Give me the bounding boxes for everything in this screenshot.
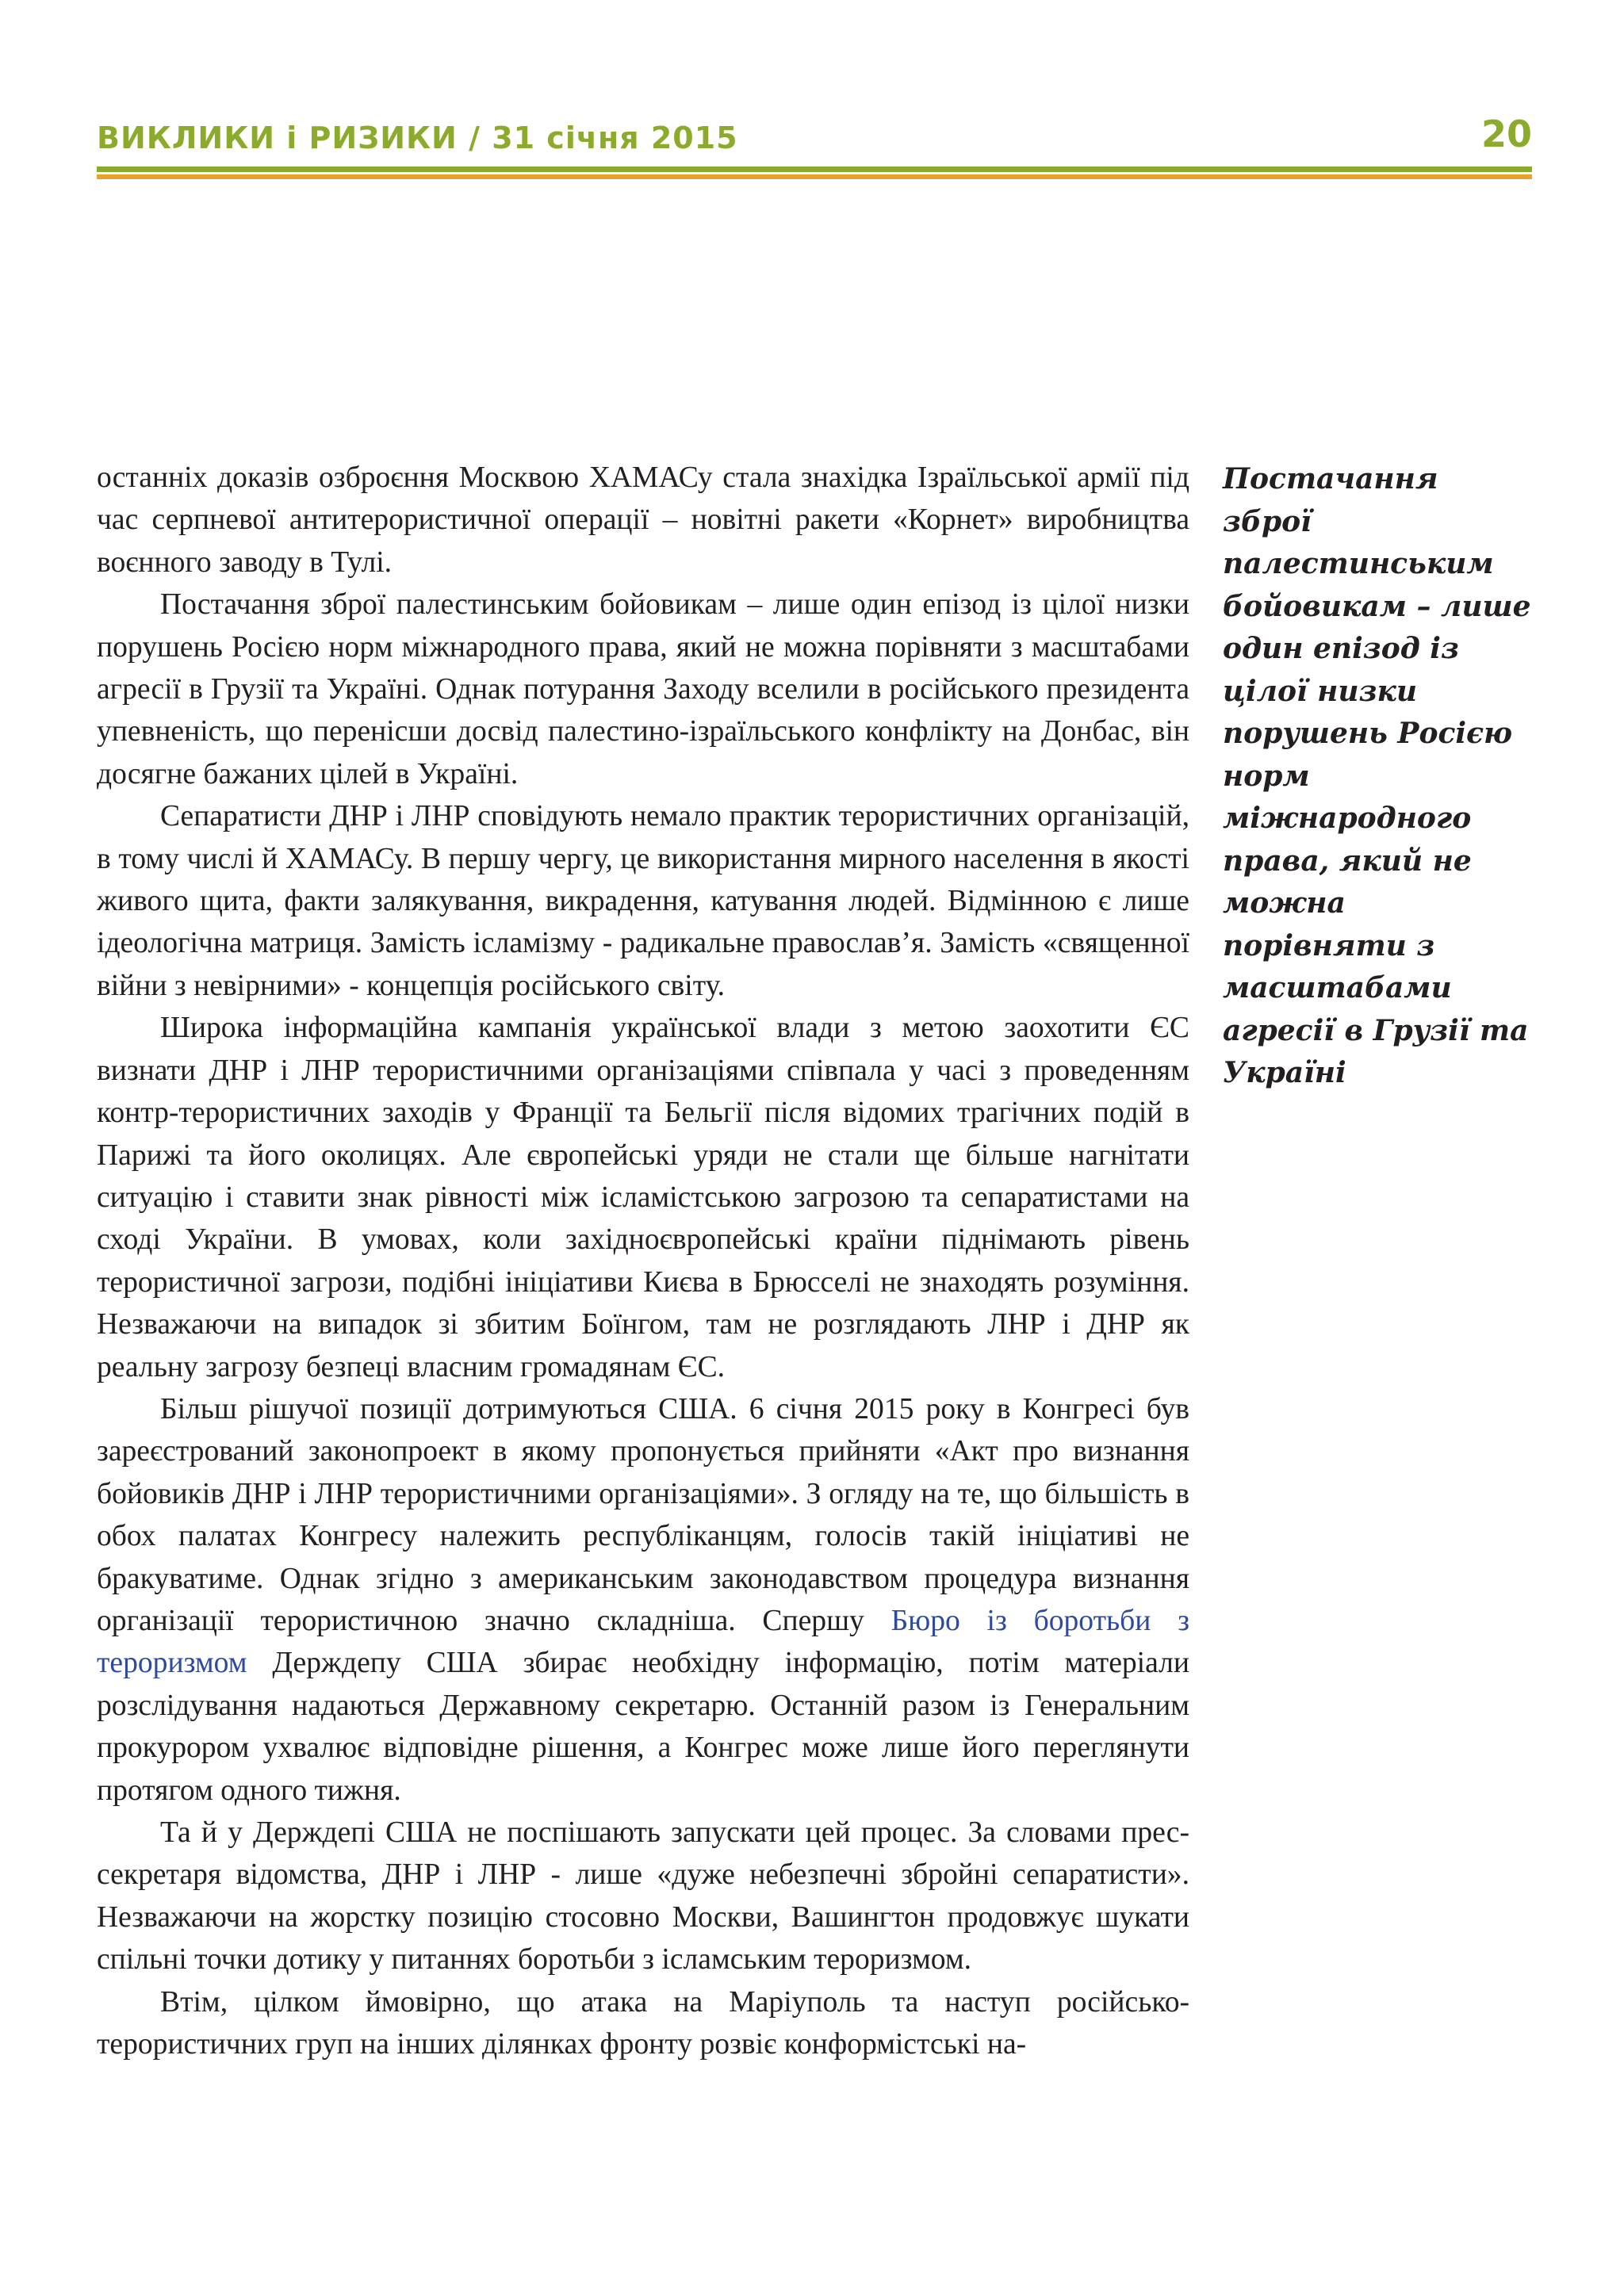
paragraph-2: Постачання зброї палестинським бойовикам – лише один епізод із цілої низки порушень Росією норм міжнародного права, який не можна порівняти з масштабами агресії в Грузії та Україні. Однак потурання Заходу вселили в російського президента упевненість, що перенісши досвід палестино-ізраїльського конфлікту на Донбас, він досягне бажаних цілей в Україні. xyxy=(97,588,1189,790)
paragraph-3: Сепаратисти ДНР і ЛНР сповідують немало практик терористичних організацій, в тому числі й ХАМАСу. В першу чергу, це використання мирного населення в якості живого щита, факти залякування, викрадення, катування людей. Відмінною є лише ідеологічна матриця. Замість ісламізму - радикальне православ’я. Замість «священної війни з невірними» - концепція російського світу. xyxy=(97,800,1189,1002)
pull-quote: Постачання зброї палестинським бойовикам – лише один епізод із цілої низки порушень Росією норм міжнародного права, який не можна порівняти з масштабами агресії в Грузії та Україні xyxy=(1223,462,1531,1089)
paragraph-6: Та й у Держдепі США не поспішають запускати цей процес. За словами прес-секретаря відомства, ДНР і ЛНР - лише «дуже небезпечні збройні сепаратисти». Незважаючи на жорстку позицію стосовно Москви, Вашингтон продовжує шукати спільні точки дотику у питаннях боротьби з ісламським тероризмом. xyxy=(97,1816,1189,1976)
header-rule-green xyxy=(97,166,1532,172)
paragraph-5-text-before-link: Більш рішучої позиції дотримуються США. 6 січня 2015 року в Конгресі був зареєстрований законопроект в якому пропонується прийняти «Акт про визнання бойовиків ДНР і ЛНР терористичними організаціями». З огляду на те, що більшість в обох палатах Конгресу належить республіканцям, голосів такій ініціативі не бракуватиме. Однак згідно з американським законодавством процедура визнання організації терористичною значно складніша. Спершу xyxy=(97,1392,1189,1637)
article-body xyxy=(97,457,1189,2065)
page-number: 20 xyxy=(1480,113,1532,155)
paragraph-5-text-after-link: Держдепу США збирає необхідну інформацію, потім матеріали розслідування надаються Державному секретарю. Останній разом із Генеральним прокурором ухвалює відповідне рішення, а Конгрес може лише його переглянути протягом одного тижня. xyxy=(97,1647,1189,1807)
publication-title: ВИКЛИКИ і РИЗИКИ / 31 січня 2015 xyxy=(97,121,738,155)
header-rule-orange xyxy=(97,174,1532,179)
page-header xyxy=(97,109,1532,173)
counterterrorism-bureau-link[interactable]: Бюро із боротьби з тероризмом xyxy=(97,1604,1189,1680)
paragraph-5 xyxy=(97,1388,1189,1812)
paragraph-7: Втім, цілком ймовірно, що атака на Маріуполь та наступ російсько-терористичних груп на інших ділянках фронту розвіє конформістські на- xyxy=(97,1985,1189,2061)
paragraph-1: останніх доказів озброєння Москвою ХАМАСу стала знахідка Ізраїльської армії під час серпневої антитерористичної операції – новітні ракети «Корнет» виробництва воєнного заводу в Тулі. xyxy=(97,461,1189,579)
paragraph-4: Широка інформаційна кампанія української влади з метою заохотити ЄС визнати ДНР і ЛНР терористичними організаціями співпала у часі з проведенням контр-терористичних заходів у Франції та Бельгії після відомих трагічних подій в Парижі та його околицях. Але європейські уряди не стали ще більше нагнітати ситуацію і ставити знак рівності між ісламістською загрозою та сепаратистами на сході України. В умовах, коли західноєвропейські країни піднімають рівень терористичної загрози, подібні ініціативи Києва в Брюсселі не знаходять розуміння. Незважаючи на випадок зі збитим Боїнгом, там не розглядають ЛНР і ДНР як реальну загрозу безпеці власним громадянам ЄС. xyxy=(97,1012,1189,1383)
